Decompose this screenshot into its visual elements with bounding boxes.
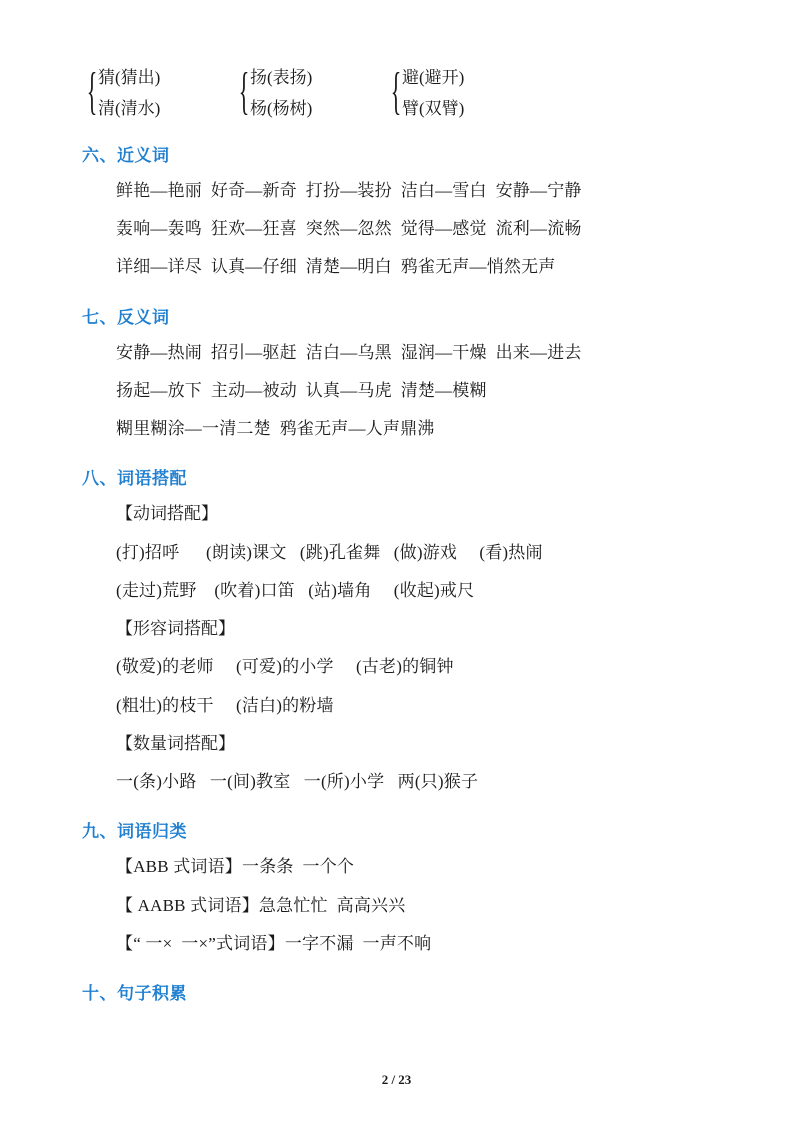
section-heading: 六、近义词 xyxy=(82,145,170,165)
section-line: (打)招呼 (朗读)课文 (跳)孔雀舞 (做)游戏 (看)热闹 xyxy=(116,542,543,562)
section-line: 【“ 一× 一×”式词语】一字不漏 一声不响 xyxy=(116,933,432,953)
section-line: 一(条)小路 一(间)教室 一(所)小学 两(只)猴子 xyxy=(116,772,479,792)
brace-group xyxy=(238,62,362,125)
section-collocations xyxy=(62,464,731,801)
section-antonyms xyxy=(62,303,731,449)
brace-icon: { xyxy=(238,64,250,123)
brace-item-bottom: 清(清水) xyxy=(98,99,161,119)
brace-icon: { xyxy=(390,64,402,123)
section-line: 糊里糊涂—一清二楚 鸦雀无声—人声鼎沸 xyxy=(116,419,435,439)
brace-item-top: 避(避开) xyxy=(402,68,465,87)
brace-item-bottom: 杨(杨树) xyxy=(250,99,313,119)
section-line: 【ABB 式词语】一条条 一个个 xyxy=(116,857,355,877)
section-line: 详细—详尽 认真—仔细 清楚—明白 鸦雀无声—悄然无声 xyxy=(116,257,556,277)
section-line: (走过)荒野 (吹着)口笛 (站)墙角 (收起)戒尺 xyxy=(116,580,475,600)
brace-group xyxy=(390,62,514,125)
brace-item-top: 扬(表扬) xyxy=(250,68,313,87)
section-line: (粗壮)的枝干 (洁白)的粉墙 xyxy=(116,695,334,715)
subsection-label: 【形容词搭配】 xyxy=(116,619,235,639)
brace-item-bottom: 臂(双臂) xyxy=(402,99,465,119)
brace-group-row xyxy=(86,62,731,125)
section-line: 【 AABB 式词语】急急忙忙 高高兴兴 xyxy=(116,895,406,915)
section-line: 轰响—轰鸣 狂欢—狂喜 突然—忽然 觉得—感觉 流利—流畅 xyxy=(116,219,582,239)
section-sentences xyxy=(62,979,731,1004)
brace-group xyxy=(86,62,210,125)
section-heading: 九、词语归类 xyxy=(82,822,187,842)
subsection-label: 【动词搭配】 xyxy=(116,504,218,524)
section-line: 扬起—放下 主动—被动 认真—马虎 清楚—模糊 xyxy=(116,380,487,400)
brace-icon: { xyxy=(86,64,98,123)
subsection-label: 【数量词搭配】 xyxy=(116,733,235,753)
section-heading: 七、反义词 xyxy=(82,307,170,327)
section-line: (敬爱)的老师 (可爱)的小学 (古老)的铜钟 xyxy=(116,657,454,677)
section-heading: 十、句子积累 xyxy=(82,984,187,1004)
page-number: 2 / 23 xyxy=(381,1072,412,1087)
section-heading: 八、词语搭配 xyxy=(82,469,187,489)
section-word-categories xyxy=(62,817,731,963)
section-line: 鲜艳—艳丽 好奇—新奇 打扮—装扮 洁白—雪白 安静—宁静 xyxy=(116,180,582,200)
brace-item-top: 猜(猜出) xyxy=(98,68,161,87)
section-line: 安静—热闹 招引—驱赶 洁白—乌黑 湿润—干燥 出来—进去 xyxy=(116,342,582,362)
